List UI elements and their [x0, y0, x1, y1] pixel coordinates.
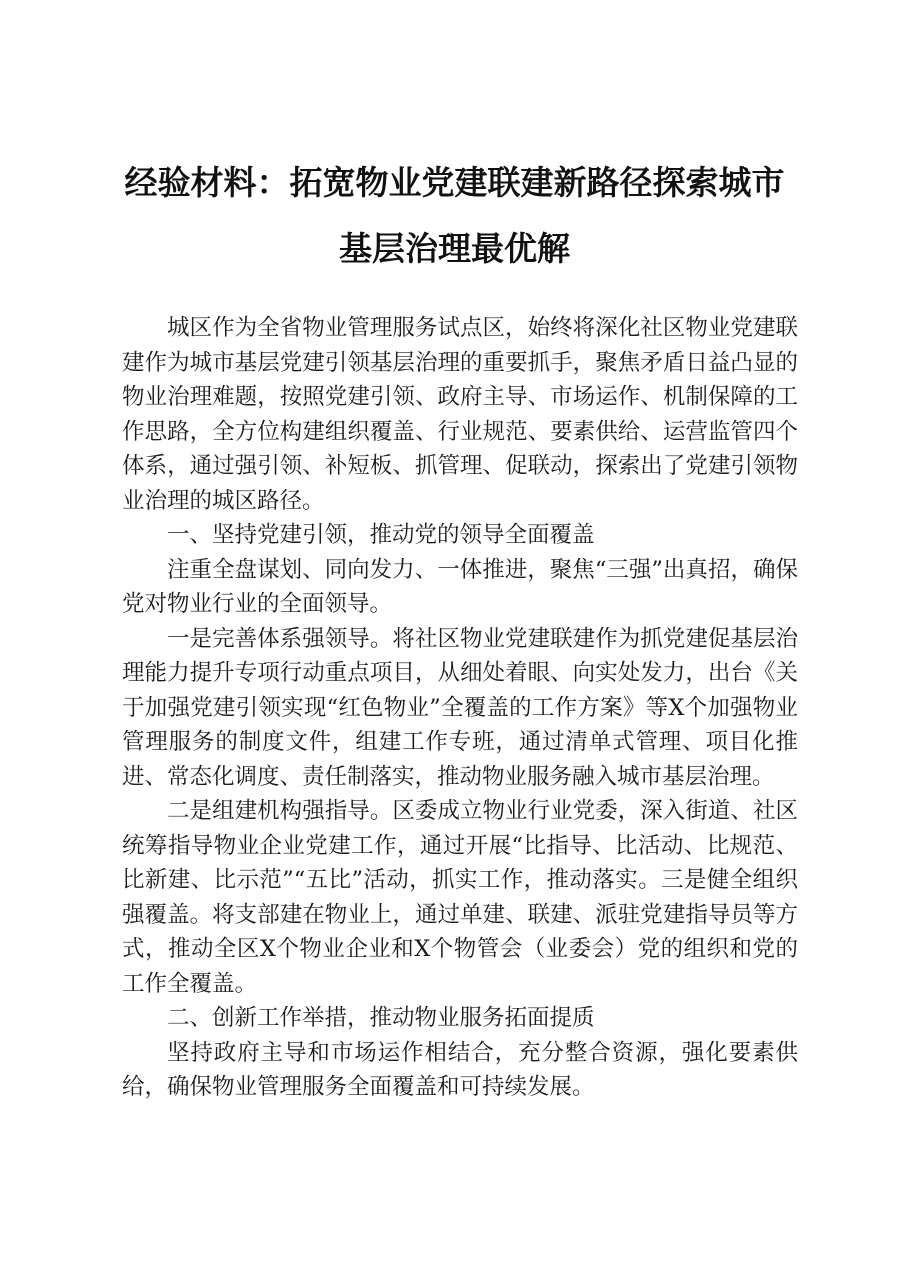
paragraph-section-1-summary: 注重全盘谋划、同向发力、一体推进，聚焦“三强”出真招，确保党对物业行业的全面领导。 [122, 556, 798, 617]
section-heading-1: 一、坚持党建引领，推动党的领导全面覆盖 [167, 522, 595, 548]
paragraph-section-2-summary: 坚持政府主导和市场运作相结合，充分整合资源，强化要素供给，确保物业管理服务全面覆盖和可持续发展。 [122, 1039, 798, 1100]
paragraph-point-1: 一是完善体系强领导。将社区物业党建联建作为抓党建促基层治理能力提升专项行动重点项目，从细处着眼、向实处发力，出台《关于加强党建引领实现“红色物业”全覆盖的工作方案》等X个加强物业管理服务的制度文件，组建工作专班，通过清单式管理、项目化推进、常态化调度、责任制落实，推动物业服务融入城市基层治理。 [122, 625, 798, 790]
section-heading-2: 二、创新工作举措，推动物业服务拓面提质 [167, 1005, 595, 1031]
document-title-line-2: 基层治理最优解 [339, 229, 570, 268]
paragraph-intro: 城区作为全省物业管理服务试点区，始终将深化社区物业党建联建作为城市基层党建引领基层治理的重要抓手，聚焦矛盾日益凸显的物业治理难题，按照党建引领、政府主导、市场运作、机制保障的工作思路，全方位构建组织覆盖、行业规范、要素供给、运营监管四个体系，通过强引领、补短板、抓管理、促联动，探索出了党建引领物业治理的城区路径。 [122, 315, 798, 514]
document-body [122, 311, 798, 1105]
document-title-line-1: 经验材料：拓宽物业党建联建新路径探索城市 [124, 163, 785, 202]
paragraph-point-2-3: 二是组建机构强指导。区委成立物业行业党委，深入街道、社区统筹指导物业企业党建工作，通过开展“比指导、比活动、比规范、比新建、比示范”“五比”活动，抓实工作，推动落实。三是健全组织强覆盖。将支部建在物业上，通过单建、联建、派驻党建指导员等方式，推动全区X个物业企业和X个物管会（业委会）党的组织和党的工作全覆盖。 [122, 798, 798, 997]
